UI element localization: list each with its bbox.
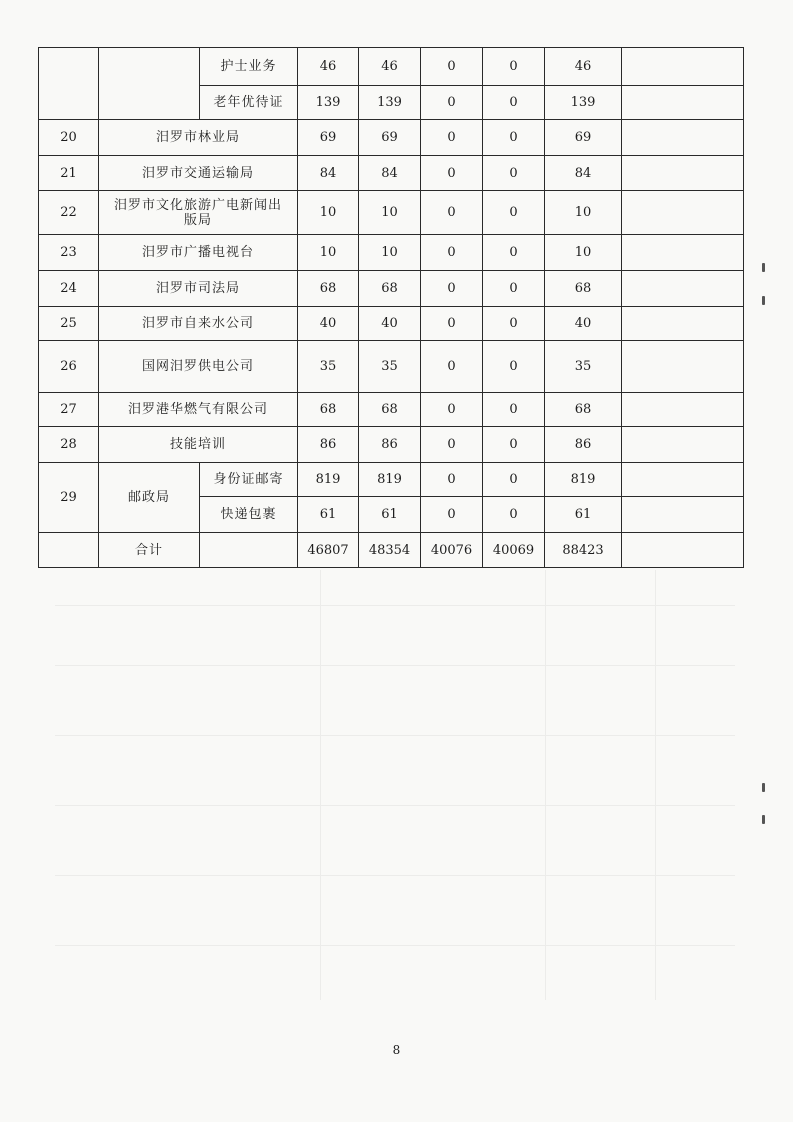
table-row <box>39 235 744 271</box>
cell-value: 0 <box>483 235 545 271</box>
cell-number: 26 <box>39 341 99 393</box>
cell-number: 25 <box>39 307 99 341</box>
cell-value: 86 <box>298 427 359 463</box>
cell-number: 24 <box>39 271 99 307</box>
table-row <box>39 427 744 463</box>
cell-value: 40076 <box>421 533 483 568</box>
cell-number: 28 <box>39 427 99 463</box>
bleed-line <box>320 570 321 1000</box>
cell-subitem: 老年优待证 <box>200 86 298 120</box>
bleed-line <box>55 665 735 666</box>
cell-value: 84 <box>298 156 359 191</box>
binding-mark <box>762 296 765 305</box>
cell-value: 68 <box>298 393 359 427</box>
cell-value: 46 <box>545 48 622 86</box>
cell-value: 10 <box>298 191 359 235</box>
cell-value: 0 <box>421 307 483 341</box>
cell-value: 40 <box>359 307 421 341</box>
cell-value: 0 <box>421 341 483 393</box>
cell-subitem: 护士业务 <box>200 48 298 86</box>
cell-note <box>622 341 744 393</box>
binding-mark <box>762 263 765 272</box>
cell-value: 0 <box>421 86 483 120</box>
cell-value: 35 <box>359 341 421 393</box>
cell-subitem <box>200 533 298 568</box>
cell-value: 68 <box>545 393 622 427</box>
binding-mark <box>762 815 765 824</box>
cell-value: 0 <box>483 497 545 533</box>
cell-value: 46 <box>298 48 359 86</box>
cell-value: 0 <box>483 156 545 191</box>
cell-unit: 汨罗港华燃气有限公司 <box>99 393 298 427</box>
cell-note <box>622 120 744 156</box>
cell-value: 46807 <box>298 533 359 568</box>
cell-value: 0 <box>421 427 483 463</box>
cell-value: 10 <box>298 235 359 271</box>
bleed-line <box>55 605 735 606</box>
cell-subitem: 快递包裹 <box>200 497 298 533</box>
cell-value: 48354 <box>359 533 421 568</box>
cell-value: 10 <box>359 235 421 271</box>
cell-number: 23 <box>39 235 99 271</box>
cell-value: 0 <box>483 341 545 393</box>
cell-value: 0 <box>483 120 545 156</box>
table-row <box>39 48 744 86</box>
cell-value: 61 <box>359 497 421 533</box>
cell-value: 0 <box>421 463 483 497</box>
cell-note <box>622 393 744 427</box>
bleed-line <box>655 570 656 1000</box>
cell-value: 69 <box>298 120 359 156</box>
cell-value: 84 <box>359 156 421 191</box>
cell-note <box>622 427 744 463</box>
cell-note <box>622 533 744 568</box>
cell-value: 0 <box>421 393 483 427</box>
table-row <box>39 191 744 235</box>
cell-note <box>622 156 744 191</box>
cell-value: 0 <box>421 120 483 156</box>
cell-value: 46 <box>359 48 421 86</box>
cell-value: 88423 <box>545 533 622 568</box>
table-row <box>39 120 744 156</box>
cell-unit: 汨罗市林业局 <box>99 120 298 156</box>
cell-value: 61 <box>298 497 359 533</box>
cell-value: 0 <box>421 156 483 191</box>
cell-value: 819 <box>545 463 622 497</box>
cell-value: 0 <box>421 497 483 533</box>
table-row-total <box>39 533 744 568</box>
cell-value: 61 <box>545 497 622 533</box>
cell-total-label: 合计 <box>99 533 200 568</box>
cell-value: 0 <box>483 48 545 86</box>
cell-value: 68 <box>359 271 421 307</box>
bleed-line <box>55 805 735 806</box>
cell-value: 139 <box>298 86 359 120</box>
cell-number: 20 <box>39 120 99 156</box>
bleed-line <box>55 945 735 946</box>
binding-mark <box>762 783 765 792</box>
cell-value: 10 <box>545 191 622 235</box>
cell-number: 21 <box>39 156 99 191</box>
cell-value: 68 <box>298 271 359 307</box>
cell-value: 0 <box>483 393 545 427</box>
cell-value: 0 <box>421 235 483 271</box>
cell-value: 10 <box>359 191 421 235</box>
cell-value: 86 <box>545 427 622 463</box>
table-row <box>39 156 744 191</box>
cell-value: 10 <box>545 235 622 271</box>
bleed-line <box>545 570 546 1000</box>
cell-value: 0 <box>483 191 545 235</box>
cell-note <box>622 307 744 341</box>
cell-number <box>39 48 99 120</box>
cell-value: 819 <box>359 463 421 497</box>
cell-value: 0 <box>483 427 545 463</box>
cell-value: 35 <box>545 341 622 393</box>
cell-unit: 国网汨罗供电公司 <box>99 341 298 393</box>
cell-value: 69 <box>545 120 622 156</box>
cell-number: 27 <box>39 393 99 427</box>
cell-value: 35 <box>298 341 359 393</box>
cell-value: 0 <box>421 191 483 235</box>
statistics-table <box>38 47 744 568</box>
cell-unit: 汨罗市广播电视台 <box>99 235 298 271</box>
cell-unit: 汨罗市交通运输局 <box>99 156 298 191</box>
cell-value: 86 <box>359 427 421 463</box>
table-row <box>39 307 744 341</box>
cell-subitem: 身份证邮寄 <box>200 463 298 497</box>
cell-unit <box>99 48 200 120</box>
cell-unit: 技能培训 <box>99 427 298 463</box>
cell-note <box>622 271 744 307</box>
cell-value: 0 <box>421 48 483 86</box>
cell-note <box>622 48 744 86</box>
cell-value: 84 <box>545 156 622 191</box>
cell-unit: 邮政局 <box>99 463 200 533</box>
bleed-line <box>55 875 735 876</box>
page-number: 8 <box>392 1043 401 1057</box>
cell-note <box>622 497 744 533</box>
cell-value: 139 <box>545 86 622 120</box>
cell-value: 819 <box>298 463 359 497</box>
bleed-line <box>55 735 735 736</box>
table-row <box>39 393 744 427</box>
table-row <box>39 271 744 307</box>
cell-value: 0 <box>483 86 545 120</box>
cell-value: 40 <box>545 307 622 341</box>
cell-value: 0 <box>421 271 483 307</box>
cell-unit: 汨罗市文化旅游广电新闻出版局 <box>99 191 298 235</box>
cell-value: 40 <box>298 307 359 341</box>
cell-value: 69 <box>359 120 421 156</box>
cell-note <box>622 463 744 497</box>
cell-value: 68 <box>359 393 421 427</box>
cell-unit: 汨罗市自来水公司 <box>99 307 298 341</box>
cell-note <box>622 191 744 235</box>
cell-note <box>622 86 744 120</box>
cell-value: 0 <box>483 307 545 341</box>
cell-value: 40069 <box>483 533 545 568</box>
table-row <box>39 463 744 497</box>
cell-note <box>622 235 744 271</box>
cell-value: 0 <box>483 271 545 307</box>
table-row <box>39 341 744 393</box>
cell-unit: 汨罗市司法局 <box>99 271 298 307</box>
cell-number: 29 <box>39 463 99 533</box>
cell-number: 22 <box>39 191 99 235</box>
cell-value: 139 <box>359 86 421 120</box>
cell-value: 0 <box>483 463 545 497</box>
cell-value: 68 <box>545 271 622 307</box>
cell-number <box>39 533 99 568</box>
